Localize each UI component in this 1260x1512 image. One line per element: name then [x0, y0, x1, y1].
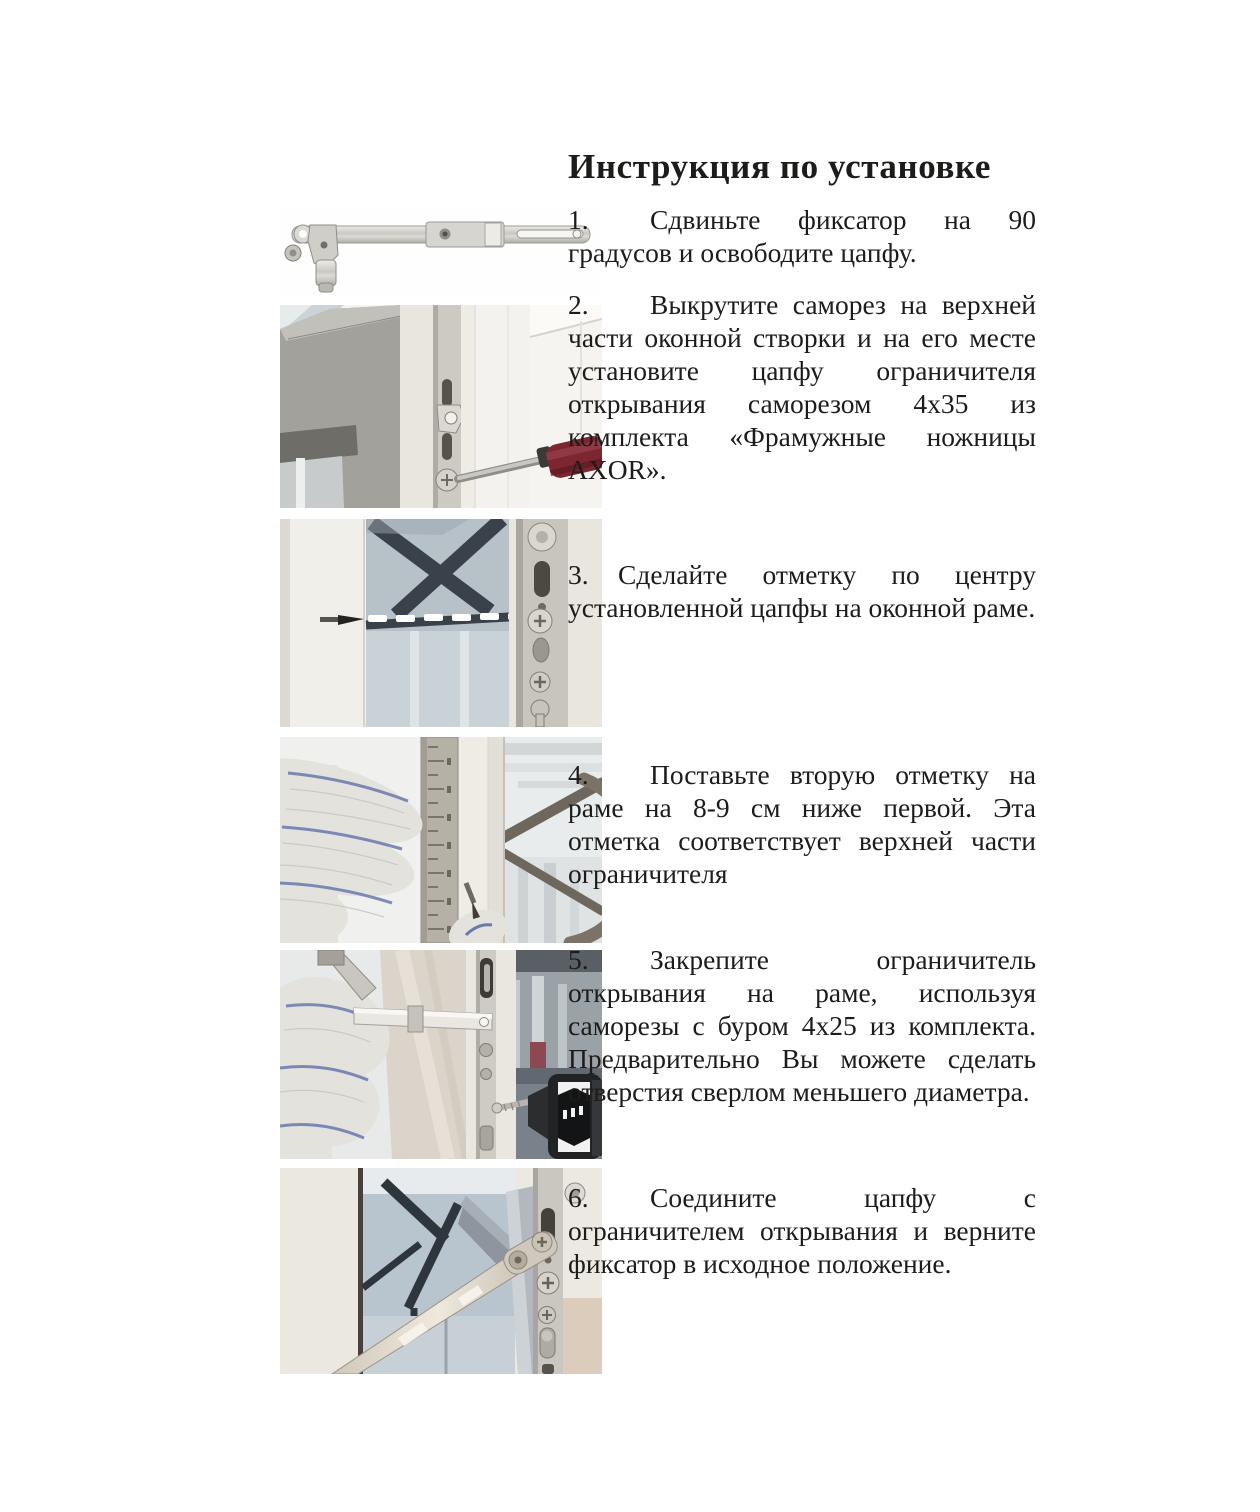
connected-limiter-photo: [280, 1168, 602, 1374]
step-3: [568, 558, 1036, 624]
step-3-text: Сделайте отметку по центру установленной цапфы на оконной раме.: [568, 559, 1036, 623]
marking-illustration: [280, 519, 602, 727]
step-1-number: 1.: [568, 204, 589, 235]
ruler-second-mark-photo: [280, 737, 602, 943]
step-4: [568, 758, 1036, 890]
fasten-limiter-with-drill-photo: [280, 950, 602, 1159]
step-5: [568, 943, 1036, 1108]
step-2-number: 2.: [568, 289, 589, 320]
step-5-number: 5.: [568, 944, 589, 975]
drill-illustration: [280, 950, 602, 1159]
metal-ruler-icon: [421, 737, 458, 943]
step-1: [568, 203, 1036, 269]
ruler-illustration: [280, 737, 602, 943]
step-3-number: 3.: [568, 559, 589, 590]
window-glass-reflection: [366, 519, 509, 727]
limiter-hardware-photo: [280, 208, 602, 294]
step-6-text: Соедините цапфу с ограничителем открывания и верните фиксатор в исходное положение.: [568, 1182, 1036, 1279]
page-title: Инструкция по установке: [568, 147, 992, 186]
unscrew-sash-screw-photo: [280, 305, 602, 508]
step-6-number: 6.: [568, 1182, 589, 1213]
gray-sash-panel: [280, 305, 402, 508]
step-2: [568, 288, 1036, 486]
step-2-text: Выкрутите саморез на верхней части оконной створки и на его месте установите цапфу ограничителя открывания саморезом 4х35 из комплекта «Фрамужные ножницы AXOR».: [568, 289, 1036, 485]
step-5-text: Закрепите ограничитель открывания на раме, используя саморезы с буром 4х25 из комплекта. Предварительно Вы можете сделать отверстия сверлом меньшего диаметра.: [568, 944, 1036, 1107]
step-4-text: Поставьте вторую отметку на раме на 8-9 см ниже первой. Эта отметка соответствует верхней части ограничителя: [568, 759, 1036, 889]
frame-hardware-strip: [466, 950, 516, 1159]
step-6: [568, 1181, 1036, 1280]
connected-illustration: [280, 1168, 602, 1374]
step-4-number: 4.: [568, 759, 589, 790]
step-1-text: Сдвиньте фиксатор на 90 градусов и освободите цапфу.: [568, 204, 1036, 268]
limiter-hardware-illustration: [280, 208, 602, 294]
mark-pin-center-photo: [280, 519, 602, 727]
unscrew-illustration: [280, 305, 602, 508]
